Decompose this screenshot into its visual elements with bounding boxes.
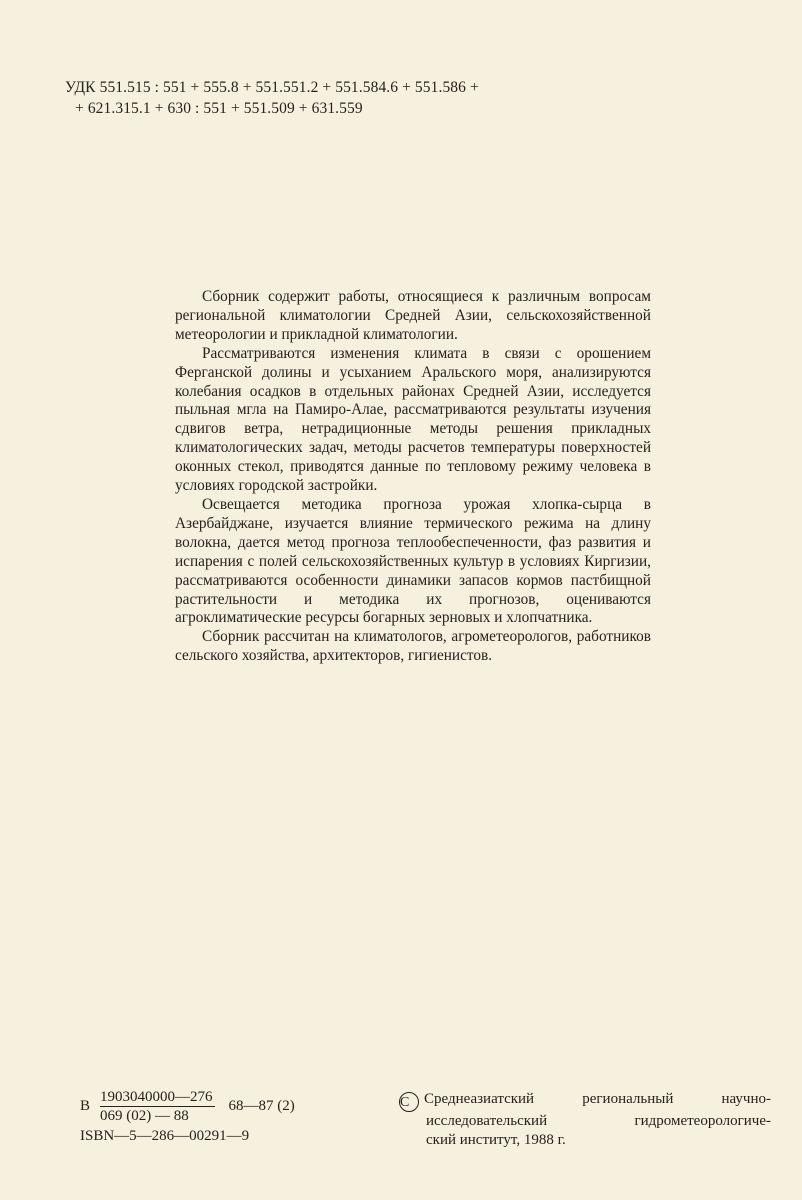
abstract-paragraph-4: Сборник рассчитан на климатологов, агрометеорологов, работников сельского хозяйства, архитекторов, гигиенистов. <box>175 628 651 665</box>
copyright-notice <box>399 1090 771 1150</box>
imprint-numerator: 1903040000—276 <box>100 1089 213 1105</box>
publication-imprint <box>80 1088 295 1146</box>
imprint-prefix: В <box>80 1098 91 1114</box>
copyright-line-1-text: Среднеазиатский региональный научно- <box>424 1091 771 1107</box>
udk-classification <box>65 77 585 119</box>
imprint-code-row <box>80 1088 295 1125</box>
abstract-paragraph-2: Рассматриваются изменения климата в связи с орошением Ферганской долины и усыханием Аральского моря, анализируются колебания осадков в отдельных районах Средней Азии, исследуется пыльная мгла на Памиро-Алае, рассматриваются результаты изучения сдвигов ветра, нетрадиционные методы решения прикладных климатологических задач, методы расчетов температуры поверхностей оконных стекол, приводятся данные по тепловому режиму человека в условиях городской застройки. <box>175 344 651 495</box>
imprint-fraction <box>100 1088 215 1125</box>
copyright-icon <box>399 1092 419 1112</box>
abstract-paragraph-1: Сборник содержит работы, относящиеся к различным вопросам региональной климатологии Средней Азии, сельскохозяйственной метеорологии и прикладной климатологии. <box>175 288 651 343</box>
copyright-line-1 <box>399 1090 771 1112</box>
isbn: ISBN—5—286—00291—9 <box>80 1128 250 1144</box>
abstract-paragraph-3: Освещается методика прогноза урожая хлопка-сырца в Азербайджане, изучается влияние термического режима на длину волокна, дается метод прогноза теплообеспеченности, фаз развития и испарения с полей сельскохозяйственных культур в условиях Киргизии, рассматриваются особенности динамики запасов кормов пастбищной растительности и методика их прогнозов, оцениваются агроклиматические ресурсы богарных зерновых и хлопчатника. <box>175 495 651 627</box>
copyright-line-2: исследовательский гидрометеорологиче- <box>426 1113 771 1129</box>
udk-line-2: + 621.315.1 + 630 : 551 + 551.509 + 631.559 <box>75 100 363 117</box>
imprint-denominator: 069 (02) — 88 <box>100 1108 189 1124</box>
abstract <box>175 288 651 666</box>
imprint-tail: 68—87 (2) <box>228 1098 295 1114</box>
udk-line-1: УДК 551.515 : 551 + 555.8 + 551.551.2 + 551.584.6 + 551.586 + <box>65 79 479 96</box>
copyright-line-3: ский институт, 1988 г. <box>426 1132 566 1148</box>
